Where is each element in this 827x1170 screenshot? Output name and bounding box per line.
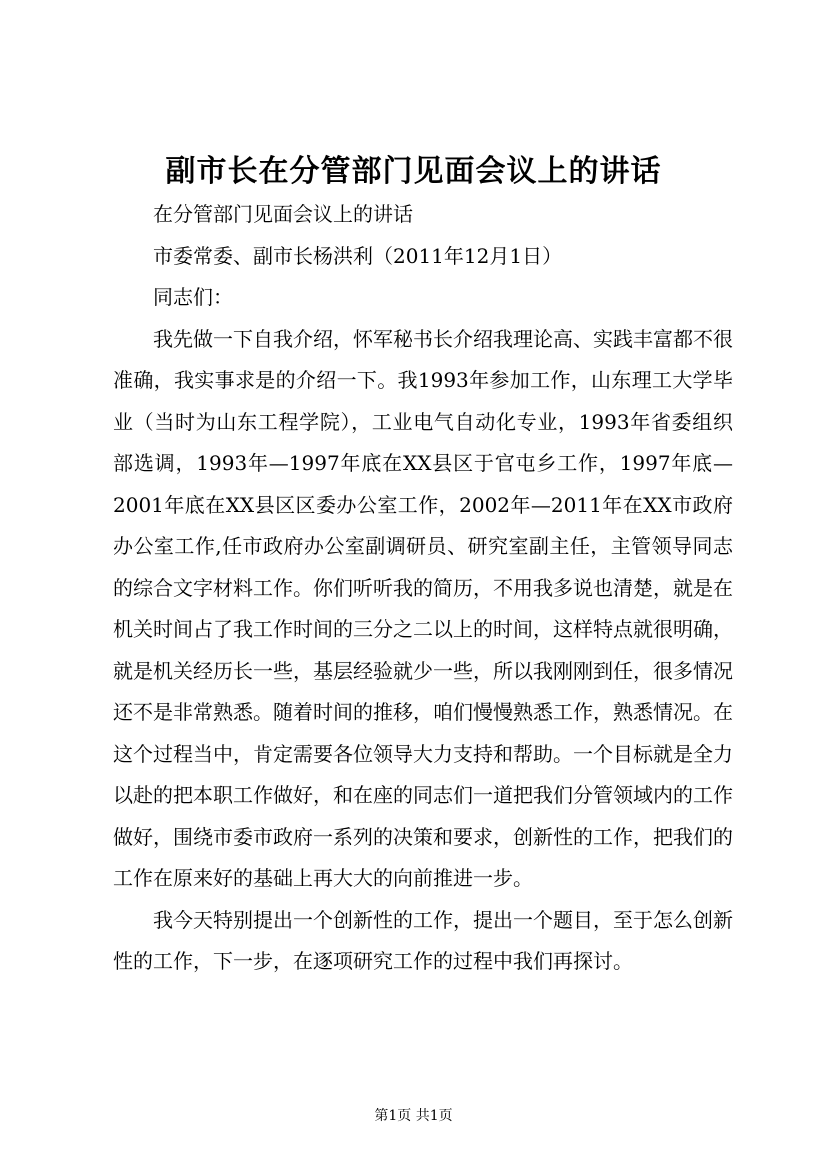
page-footer: 第1页 共1页 bbox=[374, 1108, 453, 1124]
body-paragraph: 我今天特别提出一个创新性的工作，提出一个题目，至于怎么创新性的工作，下一步，在逐项研究工作的过程中我们再探讨。 bbox=[113, 907, 733, 973]
body-paragraph: 我先做一下自我介绍，怀军秘书长介绍我理论高、实践丰富都不很准确，我实事求是的介绍一下。我1993年参加工作，山东理工大学毕业（当时为山东工程学院），工业电气自动化专业，1993年省委组织部选调，1993年—1997年底在XX县区于官屯乡工作，1997年底—2001年底在XX县区区委办公室工作，2002年—2011年在XX市政府办公室工作,任市政府办公室副调研员、研究室副主任，主管领导同志的综合文字材料工作。你们听听我的简历，不用我多说也清楚，就是在机关时间占了我工作时间的三分之二以上的时间，这样特点就很明确，就是机关经历长一些，基层经验就少一些，所以我刚刚到任，很多情况还不是非常熟悉。随着时间的推移，咱们慢慢熟悉工作，熟悉情况。在这个过程当中，肯定需要各位领导大力支持和帮助。一个目标就是全力以赴的把本职工作做好，和在座的同志们一道把我们分管领域内的工作做好，围绕市委市政府一系列的决策和要求，创新性的工作，把我们的工作在原来好的基础上再大大的向前推进一步。 bbox=[113, 326, 733, 890]
document-title: 副市长在分管部门见面会议上的讲话 bbox=[165, 154, 662, 189]
salutation: 同志们： bbox=[153, 285, 233, 309]
subtitle-paragraph: 在分管部门见面会议上的讲话 bbox=[153, 202, 413, 226]
document-body bbox=[113, 194, 733, 983]
speaker-line: 市委常委、副市长杨洪利（2011年12月1日） bbox=[153, 243, 563, 268]
